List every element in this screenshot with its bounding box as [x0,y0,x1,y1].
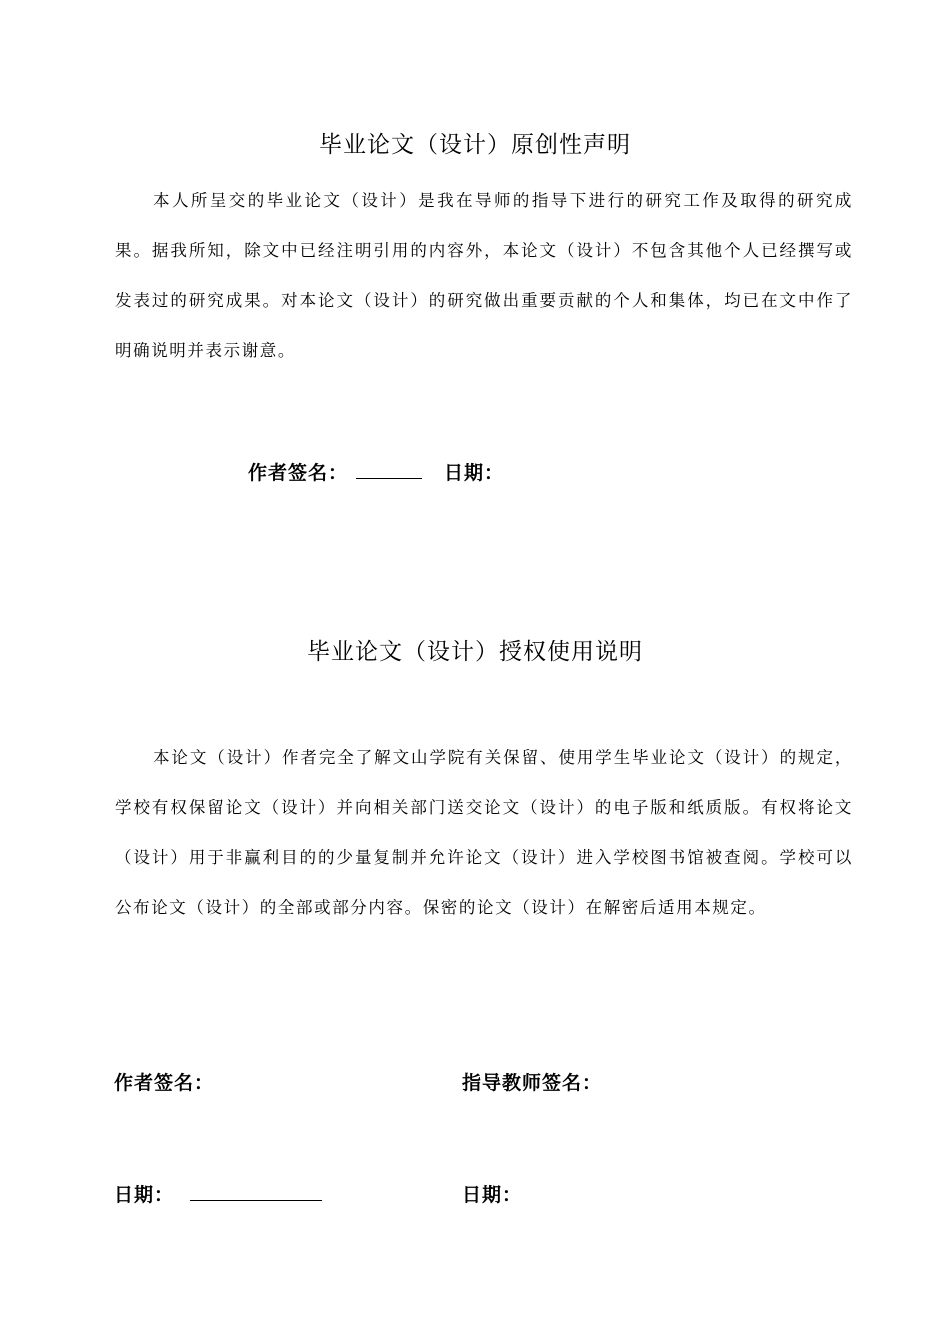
declaration-author-signature [248,458,440,485]
authorization-author-date-label: 日期： [114,1184,175,1206]
declaration-date [444,458,504,485]
authorization-advisor-signature [462,1068,602,1095]
authorization-title: 毕业论文（设计）授权使用说明 [307,639,643,665]
declaration-date-label: 日期： [444,462,505,484]
declaration-body: 本人所呈交的毕业论文（设计）是我在导师的指导下进行的研究工作及取得的研究成果。据我所知，除文中已经注明引用的内容外，本论文（设计）不包含其他个人已经撰写或发表过的研究成果。对本论文（设计）的研究做出重要贡献的个人和集体，均已在文中作了明确说明并表示谢意。 [115,191,853,360]
declaration-author-signature-label: 作者签名： [248,462,349,484]
authorization-advisor-date [462,1180,522,1207]
declaration-title: 毕业论文（设计）原创性声明 [319,132,631,158]
authorization-body: 本论文（设计）作者完全了解文山学院有关保留、使用学生毕业论文（设计）的规定，学校有权保留论文（设计）并向相关部门送交论文（设计）的电子版和纸质版。有权将论文（设计）用于非赢利目的的少量复制并允许论文（设计）进入学校图书馆被查阅。学校可以公布论文（设计）的全部或部分内容。保密的论文（设计）在解密后适用本规定。 [115,748,853,917]
authorization-date-line[interactable] [190,1182,322,1201]
authorization-author-signature [114,1068,214,1095]
authorization-advisor-date-label: 日期： [462,1184,523,1206]
authorization-author-date [114,1180,322,1207]
declaration-signature-line[interactable] [356,460,422,479]
authorization-author-signature-label: 作者签名： [114,1072,215,1094]
authorization-advisor-signature-label: 指导教师签名： [462,1072,603,1094]
